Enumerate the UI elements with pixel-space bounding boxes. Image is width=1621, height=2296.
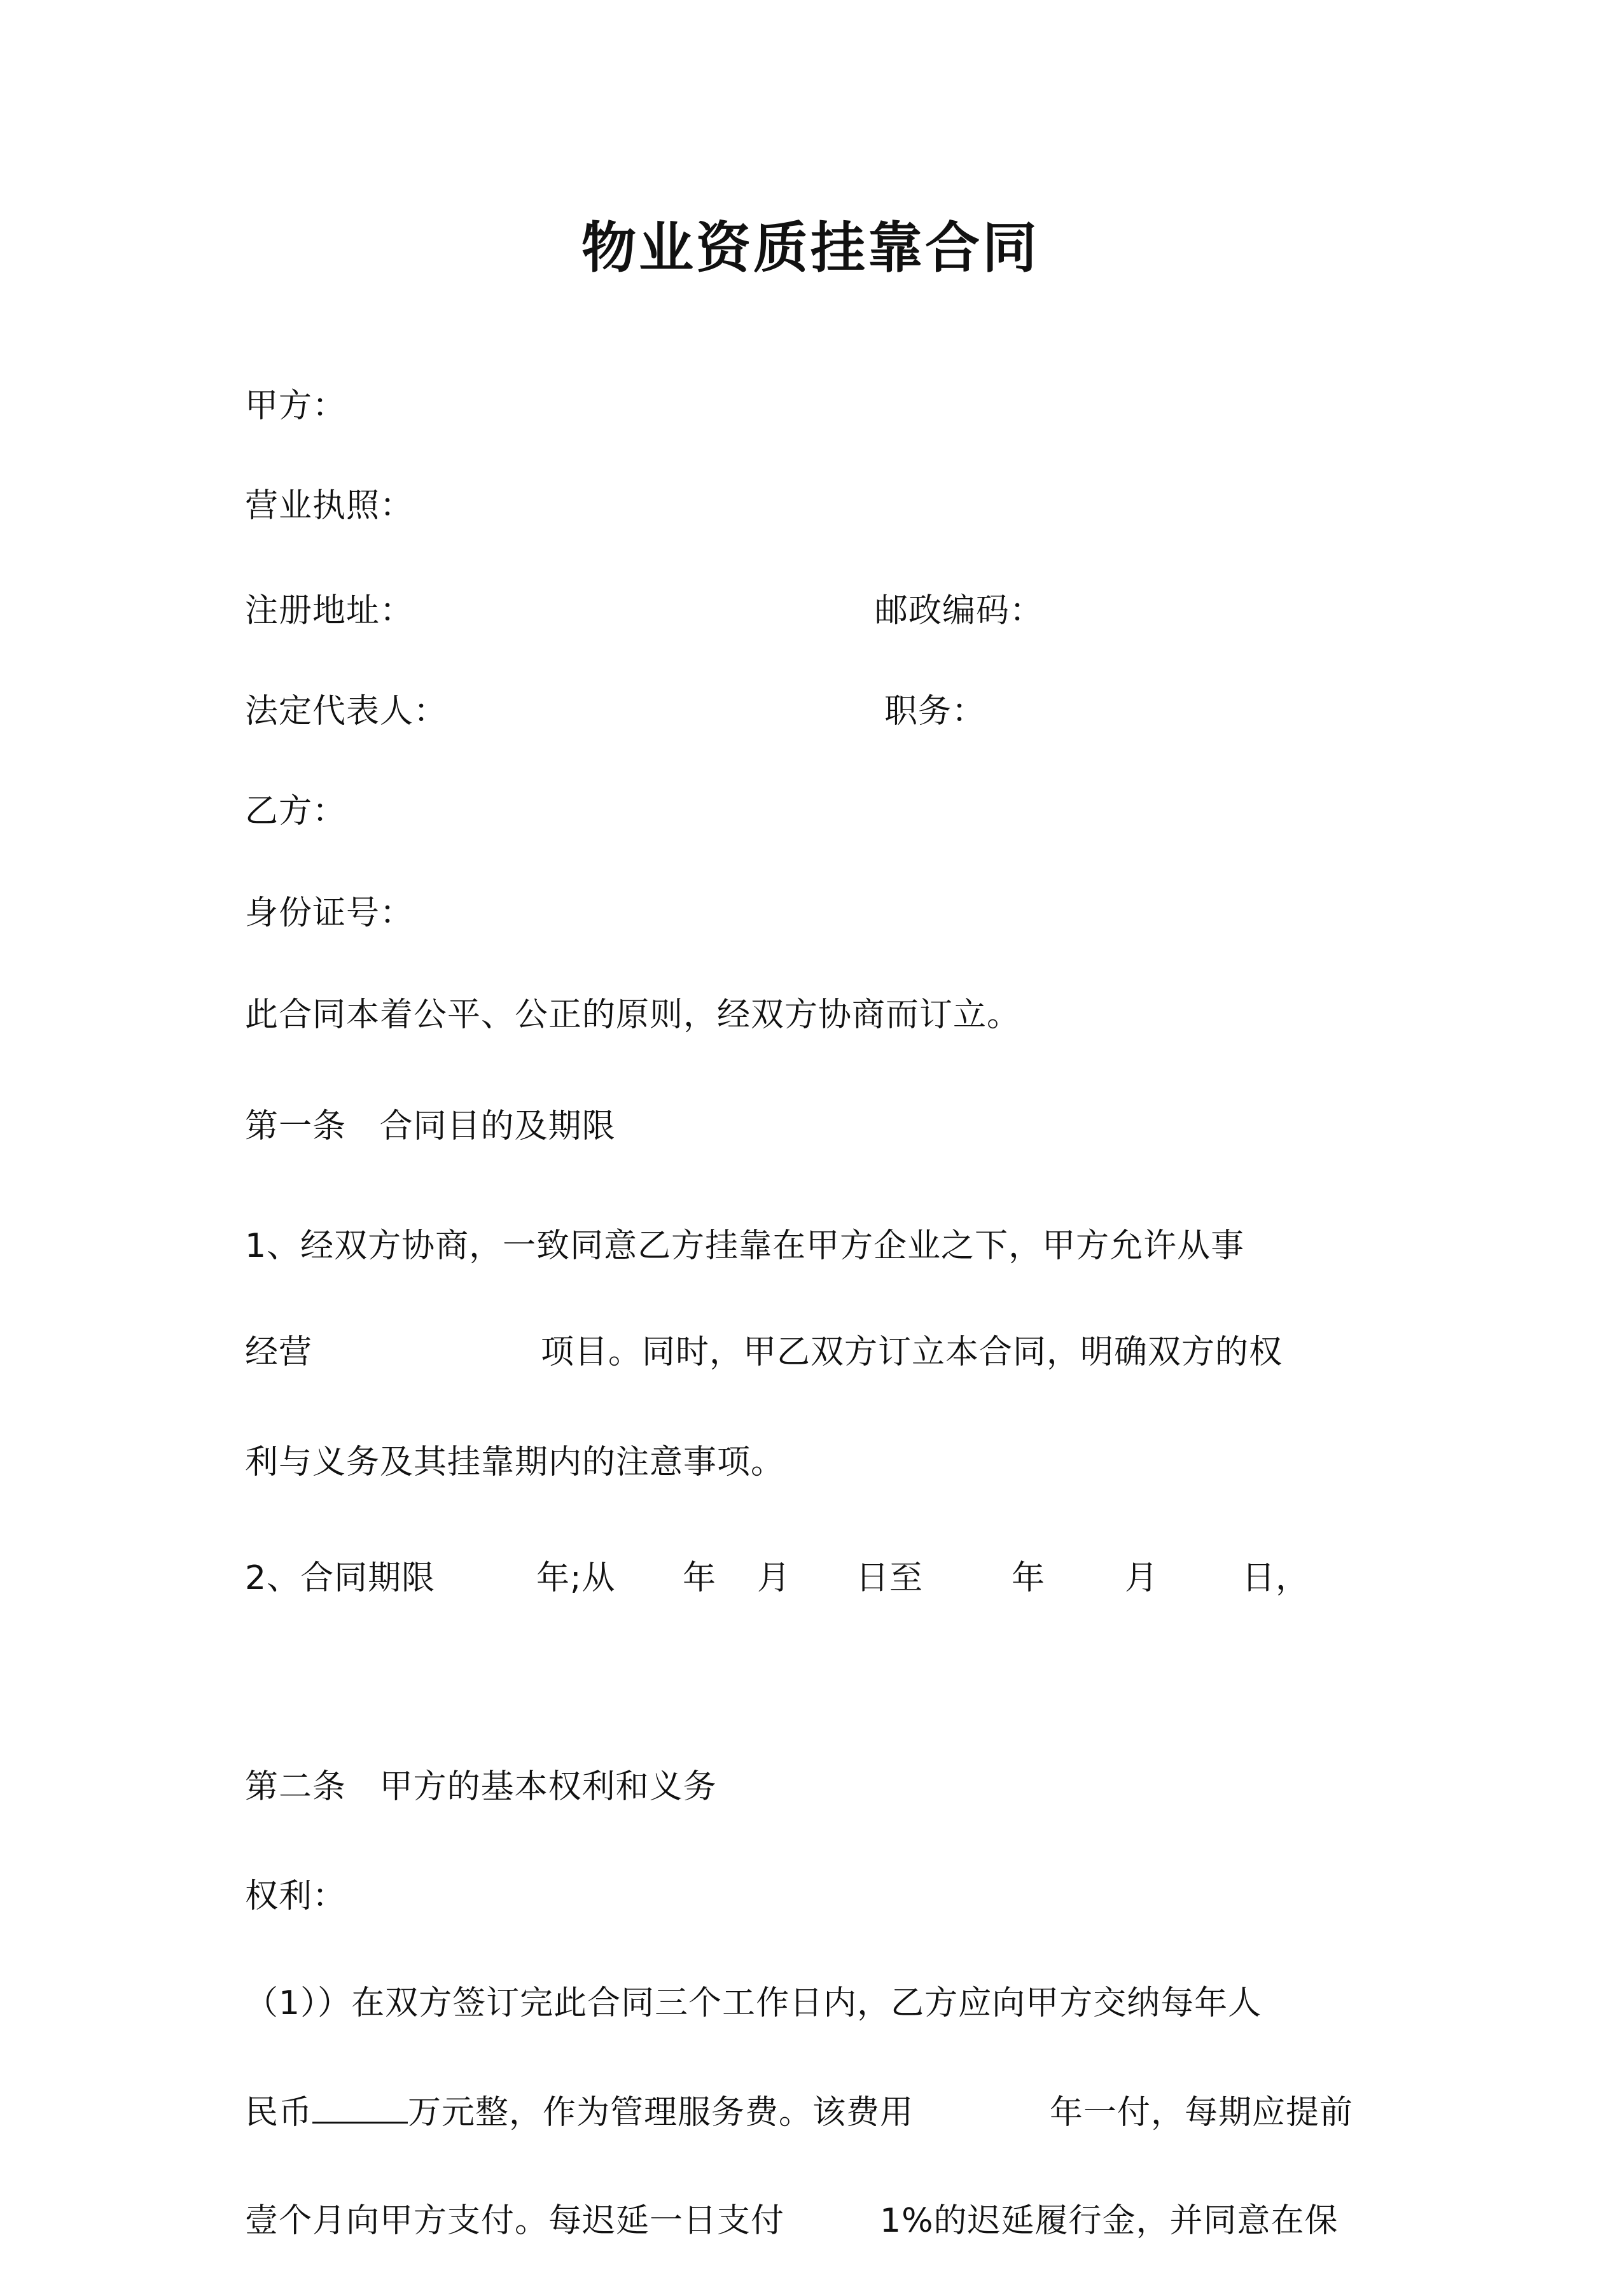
article-1-para-1-line-1: 1、经双方协商，一致同意乙方挂靠在甲方企业之下，甲方允许从事 xyxy=(245,1227,1245,1265)
rights-item-1-line-3a: 壹个月向甲方支付。每迟延一日支付 xyxy=(245,2202,785,2240)
contract-term-end-year: 年 xyxy=(1012,1559,1046,1597)
document-title: 物业资质挂靠合同 xyxy=(581,216,1040,280)
postcode-label: 邮政编码： xyxy=(875,592,1044,630)
contract-term-end-month: 月 xyxy=(1125,1559,1159,1597)
rights-item-1-line-2b: 万元整，作为管理服务费。该费用 xyxy=(408,2094,914,2132)
rights-item-1-line-2c: 年一付，每期应提前 xyxy=(1050,2094,1354,2132)
article-1-para-1-line-2a: 经营 xyxy=(245,1333,313,1371)
amount-blank xyxy=(312,2096,408,2124)
intro-paragraph: 此合同本着公平、公正的原则，经双方协商而订立。 xyxy=(245,996,1021,1034)
article-2-heading: 第二条 甲方的基本权利和义务 xyxy=(245,1768,717,1806)
registered-address-label: 注册地址： xyxy=(245,592,414,630)
contract-term-start-day: 日至 xyxy=(856,1559,924,1597)
article-1-heading: 第一条 合同目的及期限 xyxy=(245,1107,616,1145)
party-a-label: 甲方： xyxy=(245,387,347,425)
contract-term-prefix: 2、合同期限 xyxy=(245,1559,436,1597)
rights-label: 权利： xyxy=(245,1877,347,1915)
contract-term-start-year: 年 xyxy=(683,1559,717,1597)
party-b-label: 乙方： xyxy=(245,792,347,830)
legal-representative-label: 法定代表人： xyxy=(245,692,448,731)
article-1-para-1-line-2b: 项目。同时，甲乙双方订立本合同，明确双方的权 xyxy=(541,1333,1283,1371)
business-license-label: 营业执照： xyxy=(245,487,414,525)
position-label: 职务： xyxy=(884,692,986,731)
contract-term-end-day: 日， xyxy=(1242,1559,1310,1597)
contract-term-years: 年;从 xyxy=(536,1559,616,1597)
rights-item-1-line-2 xyxy=(245,2094,914,2132)
rights-item-1-line-1: （1））在双方签订完此合同三个工作日内，乙方应向甲方交纳每年人 xyxy=(245,1984,1262,2022)
rights-item-1-line-2a: 民币 xyxy=(245,2094,313,2132)
contract-term-start-month: 月 xyxy=(757,1559,791,1597)
id-number-label: 身份证号： xyxy=(245,894,414,932)
article-1-para-1-line-3: 利与义务及其挂靠期内的注意事项。 xyxy=(245,1443,785,1481)
rights-item-1-line-3b: 1%的迟延履行金，并同意在保 xyxy=(880,2202,1339,2240)
